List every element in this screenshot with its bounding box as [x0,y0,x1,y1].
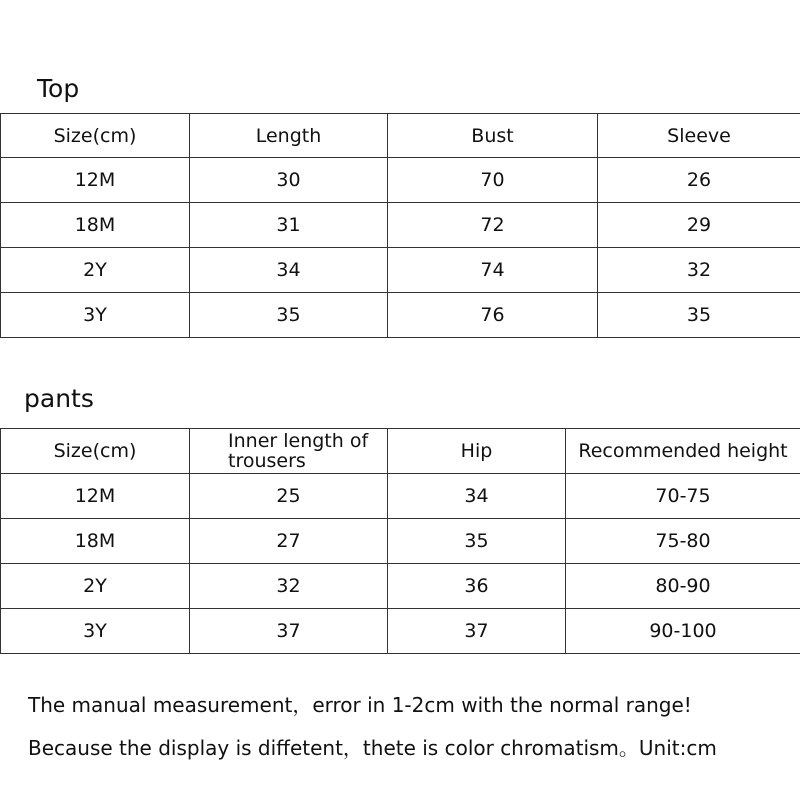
cell-size: 12M [1,474,190,519]
cell-sleeve: 29 [598,203,800,248]
top-size-table [0,113,800,338]
table-row [1,248,800,293]
cell-recommended-height: 90-100 [566,609,800,654]
table-row [1,474,800,519]
header-cell-size: Size(cm) [1,114,190,158]
cell-sleeve: 26 [598,158,800,203]
cell-size: 18M [1,519,190,564]
cell-size: 3Y [1,293,190,338]
cell-size: 18M [1,203,190,248]
table-header-row [1,429,800,474]
table-row [1,158,800,203]
cell-length: 31 [190,203,388,248]
cell-size: 2Y [1,564,190,609]
cell-bust: 70 [388,158,598,203]
table-header-row [1,114,800,158]
pants-section-title: pants [24,384,94,413]
cell-bust: 72 [388,203,598,248]
header-cell-hip: Hip [388,429,566,474]
header-cell-length: Length [190,114,388,158]
cell-hip: 35 [388,519,566,564]
pants-size-table [0,428,800,654]
table-row [1,293,800,338]
cell-size: 2Y [1,248,190,293]
cell-length: 30 [190,158,388,203]
cell-bust: 74 [388,248,598,293]
cell-inner-length: 27 [190,519,388,564]
cell-sleeve: 32 [598,248,800,293]
cell-sleeve: 35 [598,293,800,338]
table-row [1,519,800,564]
cell-hip: 37 [388,609,566,654]
table-row [1,203,800,248]
header-cell-bust: Bust [388,114,598,158]
cell-size: 12M [1,158,190,203]
cell-hip: 34 [388,474,566,519]
cell-length: 34 [190,248,388,293]
header-cell-inner-length: Inner length of trousers [190,429,388,474]
header-cell-recommended-height: Recommended height [566,429,800,474]
measurement-error-note: The manual measurement，error in 1-2cm with the normal range! [28,693,692,717]
top-section-title: Top [37,74,80,103]
cell-recommended-height: 75-80 [566,519,800,564]
cell-bust: 76 [388,293,598,338]
cell-recommended-height: 80-90 [566,564,800,609]
cell-hip: 36 [388,564,566,609]
cell-inner-length: 32 [190,564,388,609]
header-cell-sleeve: Sleeve [598,114,800,158]
color-unit-note: Because the display is diffetent，thete is color chromatism。Unit:cm [28,736,717,760]
cell-size: 3Y [1,609,190,654]
cell-inner-length: 25 [190,474,388,519]
cell-inner-length: 37 [190,609,388,654]
header-cell-size: Size(cm) [1,429,190,474]
table-row [1,609,800,654]
cell-recommended-height: 70-75 [566,474,800,519]
cell-length: 35 [190,293,388,338]
table-row [1,564,800,609]
